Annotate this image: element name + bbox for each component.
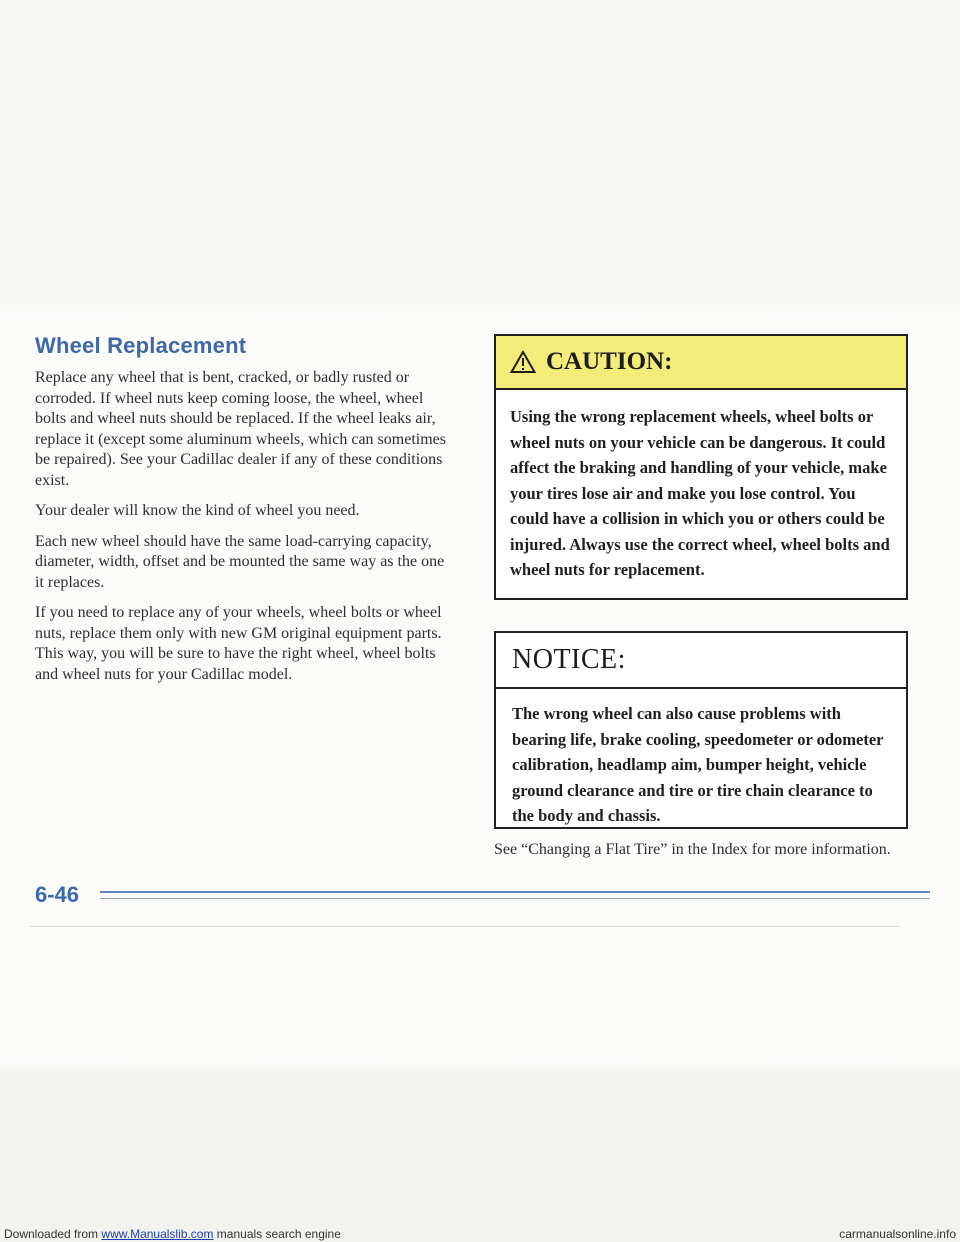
page-rule-thin	[100, 898, 930, 899]
section-title: Wheel Replacement	[35, 333, 247, 358]
page-rule	[100, 891, 930, 893]
caution-text: Using the wrong replacement wheels, wheel bolts or wheel nuts on your vehicle can be dangerous. It could affect the braking and handling of your vehicle, make your tires lose air and make you lose control. You could have a collision in which you or others could be injured. Always use the correct wheel, wheel bolts and wheel nuts for replacement.	[510, 407, 890, 579]
footer-bar	[0, 1226, 960, 1242]
caution-header	[496, 336, 906, 390]
page-number: 6-46	[35, 882, 80, 907]
caution-label: CAUTION:	[546, 348, 673, 375]
notice-header	[496, 633, 906, 689]
notice-text: The wrong wheel can also cause problems with bearing life, brake cooling, speedometer or odometer calibration, headlamp aim, bumper height, vehicle ground clearance and tire or tire chain clearance to the body and chassis.	[512, 704, 884, 825]
see-also-text: See “Changing a Flat Tire” in the Index for more information.	[494, 841, 891, 858]
manualslib-link[interactable]: www.Manualslib.com	[101, 1227, 214, 1241]
caution-box	[494, 334, 908, 600]
notice-box	[494, 631, 908, 829]
warning-triangle-icon	[510, 350, 536, 374]
footer-suffix: manuals search engine	[216, 1227, 341, 1241]
section-body	[35, 368, 455, 695]
paragraph: Each new wheel should have the same load-carrying capacity, diameter, width, offset and be mounted the same way as the one it replaces.	[35, 532, 445, 591]
paragraph: If you need to replace any of your wheels, wheel bolts or wheel nuts, replace them only with new GM original equipment parts. This way, you will be sure to have the right wheel, wheel bolts and wheel nuts for your Cadillac model.	[35, 604, 442, 683]
footer-prefix: Downloaded from	[4, 1227, 99, 1241]
notice-label: NOTICE:	[512, 644, 626, 675]
paragraph: Your dealer will know the kind of wheel you need.	[35, 502, 360, 519]
footer-watermark: carmanualsonline.info	[839, 1227, 956, 1241]
footer-source	[4, 1227, 341, 1241]
scan-edge-line	[30, 926, 900, 927]
paragraph: Replace any wheel that is bent, cracked, or badly rusted or corroded. If wheel nuts keep coming loose, the wheel, wheel bolts and wheel nuts should be replaced. If the wheel leaks air, replace it (except some aluminum wheels, which can sometimes be repaired). See your Cadillac dealer if any of these conditions exist.	[35, 369, 446, 489]
